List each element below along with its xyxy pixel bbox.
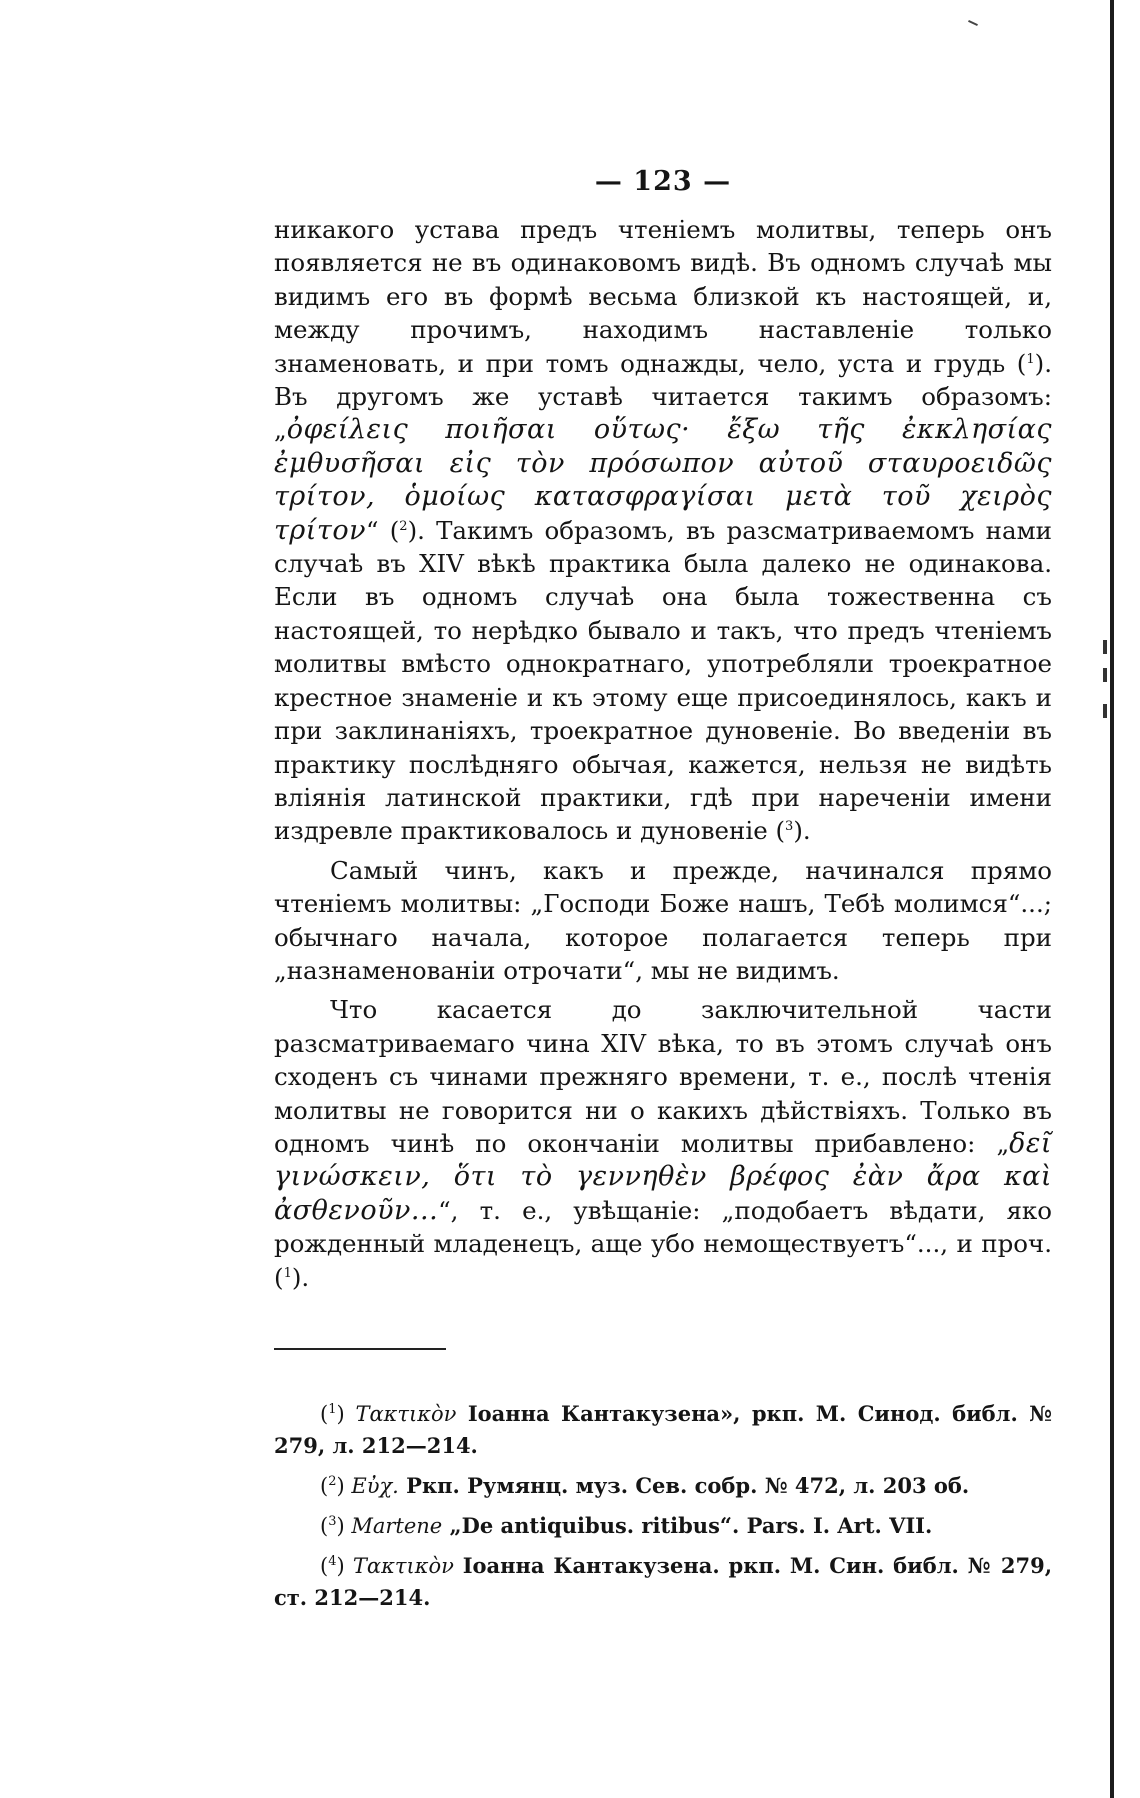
- text-run: ).: [291, 1262, 310, 1292]
- text-run: “, т. е., увѣщаніе: „подобаетъ вѣдати, яко рожденный младенецъ, аще убо немоществуетъ“..., и проч. (: [274, 1195, 1052, 1292]
- body-paragraph: [274, 854, 1052, 988]
- document-page: [274, 166, 1052, 1622]
- footnote: ($^3$) Martene „De antiquibus. ritibus“. Pars. I. Art. VII.: [320, 1513, 933, 1538]
- footnote-ref: 2: [399, 518, 408, 534]
- greek-quote: ὀφείλεις ποιῆσαι οὕτως· ἔξω τῆς ἐκκλησίας ἐμθυσῆσαι εἰς τὸν πρόσωπον αὐτοῦ σταυροειδῶς τρίτον, ὁμοίως κατασφραγίσαι μετὰ τοῦ χειρὸς τρίτον: [274, 414, 1052, 546]
- greek-quote: δεῖ γινώσκειν, ὅτι τὸ γεννηθὲν βρέφος ἐὰν ἄρα καὶ ἀσθενοῦν...: [274, 1127, 1052, 1226]
- footnote-source-title: Εὐχ.: [351, 1474, 399, 1498]
- text-run: Самый чинъ, какъ и прежде, начинался прямо чтеніемъ молитвы: „Господи Боже нашъ, Тебѣ молимся“...; обычнаго начала, которое полагается теперь при „назнаменованіи отрочати“, мы не видимъ.: [274, 855, 1052, 985]
- footnote-ref: 1: [1026, 351, 1035, 367]
- footnote: ($^2$) Εὐχ. Ркп. Румянц. муз. Сев. собр. № 472, л. 203 об.: [320, 1473, 970, 1498]
- footnotes: [274, 1398, 1052, 1614]
- stray-mark: [968, 20, 978, 26]
- footnote-source-title: Martene: [351, 1514, 443, 1538]
- footnote-ref: 3: [785, 819, 794, 835]
- footnote-source-title: Τακτικὸν: [352, 1554, 454, 1578]
- text-run: “ (: [366, 515, 400, 545]
- body-text: [274, 213, 1052, 1294]
- footnote-number: 3: [328, 1514, 337, 1529]
- footnote: ($^4$) Τακτικὸν Іоанна Кантакузена. ркп. М. Син. библ. № 279, ст. 212—214.: [274, 1553, 1052, 1610]
- edge-mark: [1103, 704, 1107, 718]
- footnote-text: „De antiquibus. ritibus“. Pars. I. Art. VII.: [442, 1513, 933, 1538]
- edge-mark: [1103, 668, 1107, 682]
- page-number: — 123 —: [594, 166, 732, 197]
- footnote-number: 1: [328, 1402, 337, 1417]
- footnote: ($^1$) Τακτικὸν Іоанна Кантакузена», ркп. М. Синод. библ. № 279, л. 212—214.: [274, 1401, 1052, 1458]
- footnote-source-title: Τακτικὸν: [355, 1402, 457, 1426]
- footnote-text: Іоанна Кантакузена», ркп. М. Синод. библ. № 279, л. 212—214.: [274, 1401, 1052, 1458]
- text-run: Что касается до заключительной части разсматриваемаго чина XIV вѣка, то въ этомъ случаѣ онъ сходенъ съ чинами прежняго времени, т. е., послѣ чтенія молитвы не говорится ни о какихъ дѣйствіяхъ. Только въ одномъ чинѣ по окончаніи молитвы прибавлено: „: [274, 995, 1052, 1158]
- footnote-ref: 1: [283, 1265, 292, 1281]
- footnote-text: Ркп. Румянц. муз. Сев. собр. № 472, л. 203 об.: [398, 1473, 970, 1498]
- text-run: никакого устава предъ чтеніемъ молитвы, теперь онъ появляется не въ одинаковомъ видѣ. Въ одномъ случаѣ мы видимъ его въ формѣ весьма близкой къ настоящей, и, между прочимъ, находимъ наставленіе только знаменовать, и при томъ однажды, чело, уста и грудь (: [274, 215, 1052, 378]
- body-paragraph: [274, 213, 1052, 848]
- footnote-number: 2: [328, 1474, 337, 1489]
- text-run: ). Въ другомъ же уставѣ читается такимъ образомъ: „: [274, 348, 1052, 445]
- body-paragraph: [274, 993, 1052, 1294]
- footnote-text: Іоанна Кантакузена. ркп. М. Син. библ. № 279, ст. 212—214.: [274, 1553, 1052, 1610]
- text-run: ).: [793, 816, 811, 846]
- text-run: ). Такимъ образомъ, въ разсматриваемомъ нами случаѣ въ XIV вѣкѣ практика была далеко не одинакова. Если въ одномъ случаѣ она была тожественна съ настоящей, то нерѣдко бывало и такъ, что предъ чтеніемъ молитвы вмѣсто однократнаго, употребляли троекратное крестное знаменіе и къ этому еще присоединялось, какъ и при заклинаніяхъ, троекратное дуновеніе. Во введеніи въ практику послѣдняго обычая, кажется, нельзя не видѣть вліянія латинской практики, гдѣ при нареченіи имени издревле практиковалось и дуновеніе (: [274, 515, 1053, 846]
- footnote-rule: [274, 1348, 446, 1350]
- footnote-number: 4: [328, 1554, 337, 1569]
- page-edge-line: [1110, 0, 1114, 1798]
- edge-mark: [1103, 640, 1107, 654]
